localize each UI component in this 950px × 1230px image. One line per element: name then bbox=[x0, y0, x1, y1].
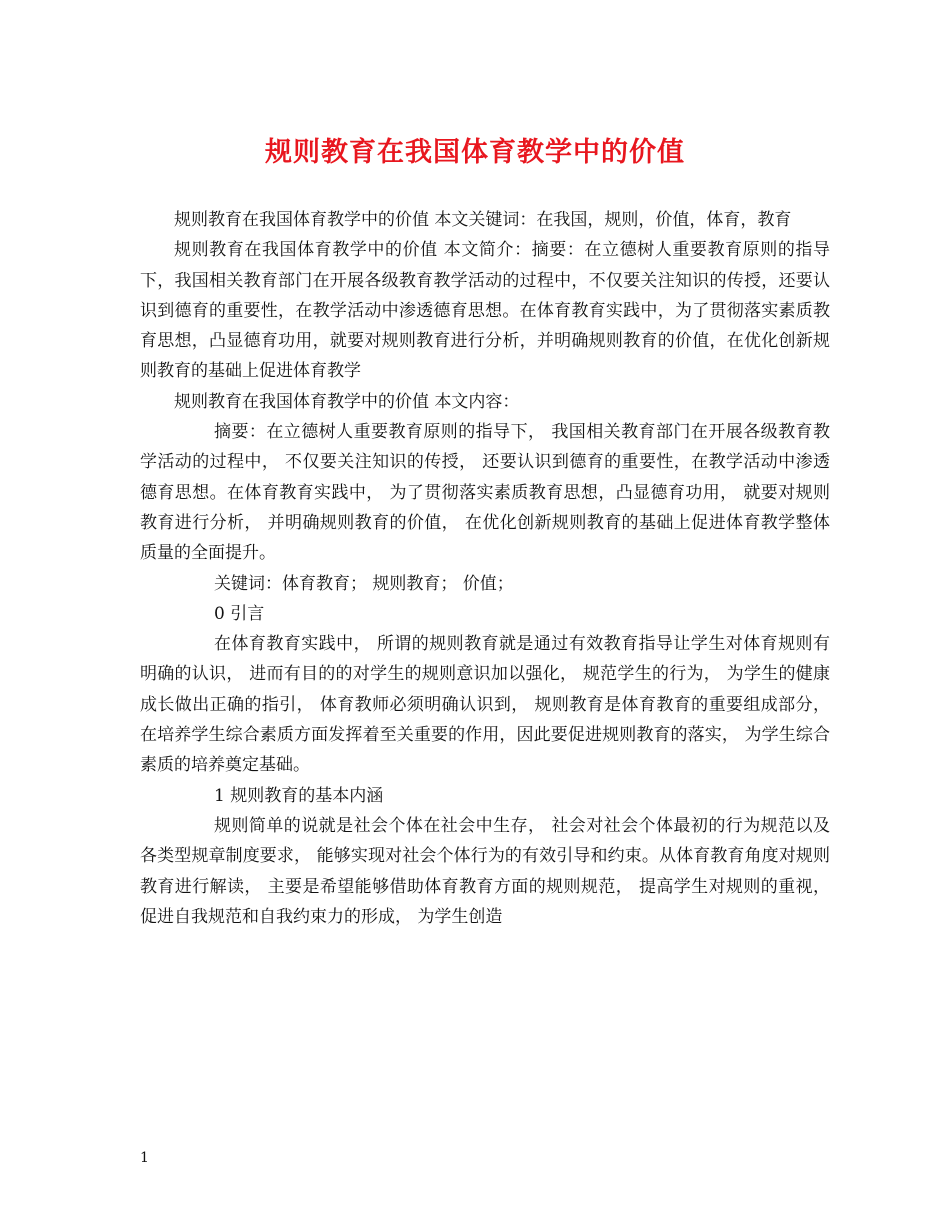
content-heading-paragraph: 规则教育在我国体育教学中的价值 本文内容： bbox=[174, 391, 520, 412]
section-heading-1: 1 规则教育的基本内涵 bbox=[214, 785, 384, 806]
abstract-paragraph: 摘要：在立德树人重要教育原则的指导下， 我国相关教育部门在开展各级教育教学活动的过程中， 不仅要关注知识的传授， 还要认识到德育的重要性，在教学活动中渗透德育思想。在体育教育实践中， 为了贯彻落实素质教育思想，凸显德育功用， 就要对规则教育进行分析， 并明确规则教育的价值， 在优化创新规则教育的基础上促进体育教学整体质量的全面提升。 bbox=[140, 422, 830, 564]
page-number: 1 bbox=[140, 1150, 149, 1166]
intro-paragraph: 在体育教育实践中， 所谓的规则教育就是通过有效教育指导让学生对体育规则有明确的认识， 进而有目的的对学生的规则意识加以强化， 规范学生的行为， 为学生的健康成长做出正确的指引， 体育教师必须明确认识到， 规则教育是体育教育的重要组成部分， 在培养学生综合素质方面发挥着至关重要的作用，因此要促进规则教育的落实， 为学生综合素质的培养奠定基础。 bbox=[140, 634, 830, 776]
section-heading-intro: 0 引言 bbox=[214, 603, 265, 624]
section-1-paragraph: 规则简单的说就是社会个体在社会中生存， 社会对社会个体最初的行为规范以及各类型规章制度要求， 能够实现对社会个体行为的有效引导和约束。从体育教育角度对规则教育进行解读， 主要是希望能够借助体育教育方面的规则规范， 提高学生对规则的重视， 促进自我规范和自我约束力的形成， 为学生创造 bbox=[140, 815, 830, 927]
document-title: 规则教育在我国体育教学中的价值 bbox=[265, 137, 685, 168]
keyword-list-paragraph: 关键词：体育教育； 规则教育； 价值； bbox=[214, 573, 514, 594]
keywords-paragraph: 规则教育在我国体育教学中的价值 本文关键词：在我国，规则，价值，体育，教育 bbox=[174, 210, 792, 230]
document-body bbox=[140, 205, 830, 932]
summary-paragraph: 规则教育在我国体育教学中的价值 本文简介：摘要：在立德树人重要教育原则的指导下，我国相关教育部门在开展各级教育教学活动的过程中，不仅要关注知识的传授，还要认识到德育的重要性，在教学活动中渗透德育思想。在体育教育实践中，为了贯彻落实素质教育思想，凸显德育功用，就要对规则教育进行分析，并明确规则教育的价值，在优化创新规则教育的基础上促进体育教学 bbox=[140, 240, 830, 382]
